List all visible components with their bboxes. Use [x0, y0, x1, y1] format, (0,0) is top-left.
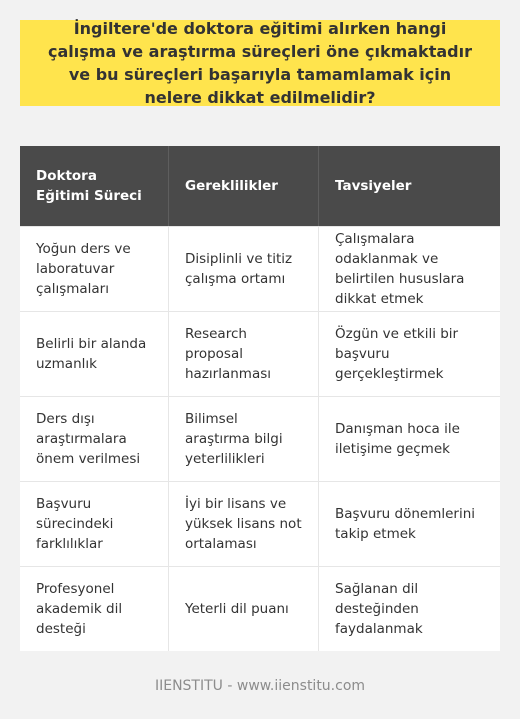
table-cell: Belirli bir alanda uzmanlık	[36, 336, 147, 372]
table-cell: Ders dışı araştırmalara önem verilmesi	[36, 411, 141, 467]
table-cell: Başvuru dönemlerini takip etmek	[318, 482, 500, 566]
table-cell: Yeterli dil puanı	[168, 567, 318, 651]
table-header-row	[20, 146, 500, 226]
table-cell: İyi bir lisans ve yüksek lisans not ortalaması	[168, 482, 318, 566]
table-cell: Başvuru sürecindeki farklılıklar	[36, 496, 114, 552]
footer-credit: IIENSTITU - www.iienstitu.com	[154, 678, 366, 694]
table-cell: Sağlanan dil desteğinden faydalanmak	[318, 567, 500, 651]
table-cell: Profesyonel akademik dil desteği	[36, 581, 123, 637]
title-banner	[20, 20, 500, 106]
table-row	[20, 566, 500, 651]
table-cell: Özgün ve etkili bir başvuru gerçekleştirmek	[318, 312, 500, 396]
table-row	[20, 481, 500, 566]
header-cell-requirements: Gereklilikler	[168, 146, 318, 226]
table-cell: Bilimsel araştırma bilgi yeterlilikleri	[168, 397, 318, 481]
table-cell: Disiplinli ve titiz çalışma ortamı	[168, 227, 318, 311]
header-cell-process: Doktora Eğitimi Süreci	[36, 168, 142, 204]
header-cell-recommendations: Tavsiyeler	[318, 146, 500, 226]
table-cell: Danışman hoca ile iletişime geçmek	[318, 397, 500, 481]
table-row	[20, 396, 500, 481]
info-table	[20, 146, 500, 651]
table-cell: Yoğun ders ve laboratuvar çalışmaları	[36, 241, 131, 297]
table-cell: Çalışmalara odaklanmak ve belirtilen hususlara dikkat etmek	[318, 227, 500, 311]
table-cell: Research proposal hazırlanması	[168, 312, 318, 396]
page-title: İngiltere'de doktora eğitimi alırken hangi çalışma ve araştırma süreçleri öne çıkmaktadır ve bu süreçleri başarıyla tamamlamak için nelere dikkat edilmelidir?	[48, 19, 472, 107]
table-row	[20, 226, 500, 311]
table-row	[20, 311, 500, 396]
